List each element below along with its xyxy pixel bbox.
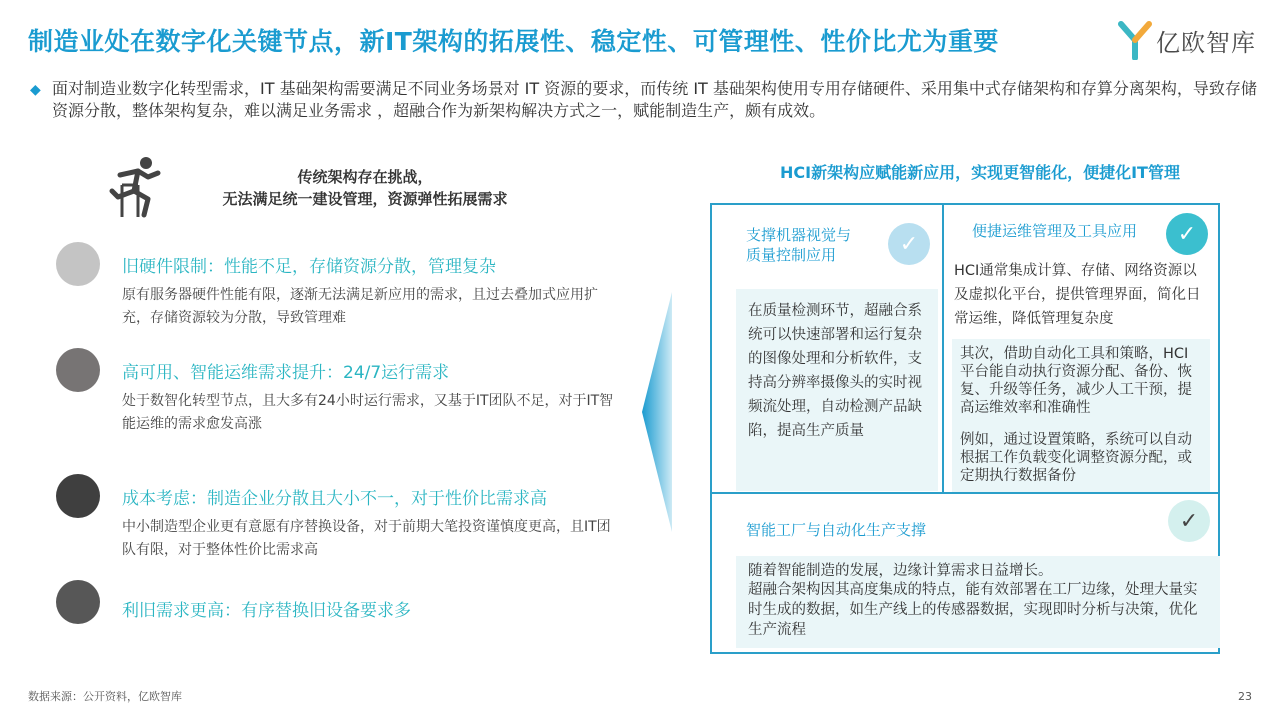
issue-title: 旧硬件限制：性能不足，存储资源分散，管理复杂 bbox=[122, 257, 496, 277]
check-icon: ✓ bbox=[888, 223, 930, 265]
issue-dot bbox=[56, 348, 100, 392]
box-text-1: 随着智能制造的发展，边缘计算需求日益增长。 bbox=[748, 563, 1053, 579]
intro-text: 面对制造业数字化转型需求，IT 基础架构需要满足不同业务场景对 IT 资源的要求，而传统 IT 基础架构使用专用存储硬件、采用集中式存储架构和存算分离架构，导致存储资源分散，整体架构复杂，难以满足业务需求 ，超融合作为新架构解决方式之一，赋能制造生产，颇有成效。 bbox=[52, 79, 1257, 120]
app-box-vision bbox=[710, 203, 944, 494]
intro bbox=[30, 78, 1260, 122]
issue-desc: 原有服务器硬件性能有限，逐渐无法满足新应用的需求，且过去叠加式应用扩充，存储资源较为分散，导致管理难 bbox=[122, 287, 598, 326]
issue-title: 高可用、智能运维需求提升：24/7运行需求 bbox=[122, 363, 450, 383]
box-text: 在质量检测环节，超融合系统可以快速部署和运行复杂的图像处理和分析软件，支持高分辨率摄像头的实时视频流处理，自动检测产品缺陷，提高生产质量 bbox=[748, 303, 922, 439]
hurdle-runner-icon bbox=[108, 155, 164, 219]
issue-desc: 处于数智化转型节点，且大多有24小时运行需求，又基于IT团队不足，对于IT智能运维的需求愈发高涨 bbox=[122, 393, 614, 432]
challenge-line-2: 无法满足统一建设管理，资源弹性拓展需求 bbox=[222, 190, 508, 208]
issue-title: 利旧需求更高：有序替换旧设备要求多 bbox=[122, 601, 411, 621]
issue-desc: 中小制造型企业更有意愿有序替换设备，对于前期大笔投资谨慎度更高，且IT团队有限，对于整体性价比需求高 bbox=[122, 519, 611, 558]
box-title: 便捷运维管理及工具应用 bbox=[972, 222, 1138, 240]
issue-title: 成本考虑：制造企业分散且大小不一，对于性价比需求高 bbox=[122, 489, 547, 509]
check-icon: ✓ bbox=[1168, 500, 1210, 542]
box-panel bbox=[952, 339, 1210, 493]
issue-dot bbox=[56, 474, 100, 518]
right-heading: HCI新架构应赋能新应用，实现更智能化，便捷化IT管理 bbox=[780, 163, 1180, 182]
box-text-1: HCI通常集成计算、存储、网络资源以及虚拟化平台，提供管理界面，简化日常运维，降低管理复杂度 bbox=[954, 263, 1201, 327]
diamond-bullet-icon: ◆ bbox=[30, 82, 41, 98]
box-text-3: 例如，通过设置策略，系统可以自动根据工作负载变化调整资源分配，或定期执行数据备份 bbox=[960, 432, 1192, 484]
box-title-line-2: 质量控制应用 bbox=[746, 246, 837, 264]
challenge-line-1: 传统架构存在挑战， bbox=[297, 168, 433, 186]
challenge-heading bbox=[180, 166, 550, 210]
logo-text: 亿欧智库 bbox=[1156, 28, 1256, 57]
logo-icon bbox=[1118, 20, 1152, 60]
check-icon: ✓ bbox=[1166, 213, 1208, 255]
page-number: 23 bbox=[1238, 690, 1252, 703]
box-panel bbox=[736, 556, 1220, 648]
logo bbox=[1118, 18, 1258, 62]
issue-dot bbox=[56, 580, 100, 624]
box-title-line-1: 支撑机器视觉与 bbox=[746, 226, 852, 244]
box-text-2: 超融合架构因其高度集成的特点，能有效部署在工厂边缘，处理大量实时生成的数据，如生产线上的传感器数据，实现即时分析与决策，优化生产流程 bbox=[748, 582, 1198, 638]
box-panel bbox=[736, 289, 938, 491]
app-box-factory bbox=[710, 492, 1220, 654]
page-title: 制造业处在数字化关键节点，新IT架构的拓展性、稳定性、可管理性、性价比尤为重要 bbox=[28, 27, 999, 56]
source-note: 数据来源：公开资料，亿欧智库 bbox=[28, 690, 182, 703]
box-title bbox=[746, 225, 851, 265]
arrow-icon bbox=[640, 292, 674, 532]
issue-dot bbox=[56, 242, 100, 286]
box-title: 智能工厂与自动化生产支撑 bbox=[746, 521, 927, 539]
app-box-ops bbox=[942, 203, 1220, 494]
box-text-2: 其次，借助自动化工具和策略，HCI平台能自动执行资源分配、备份、恢复、升级等任务，减少人工干预，提高运维效率和准确性 bbox=[960, 346, 1192, 416]
